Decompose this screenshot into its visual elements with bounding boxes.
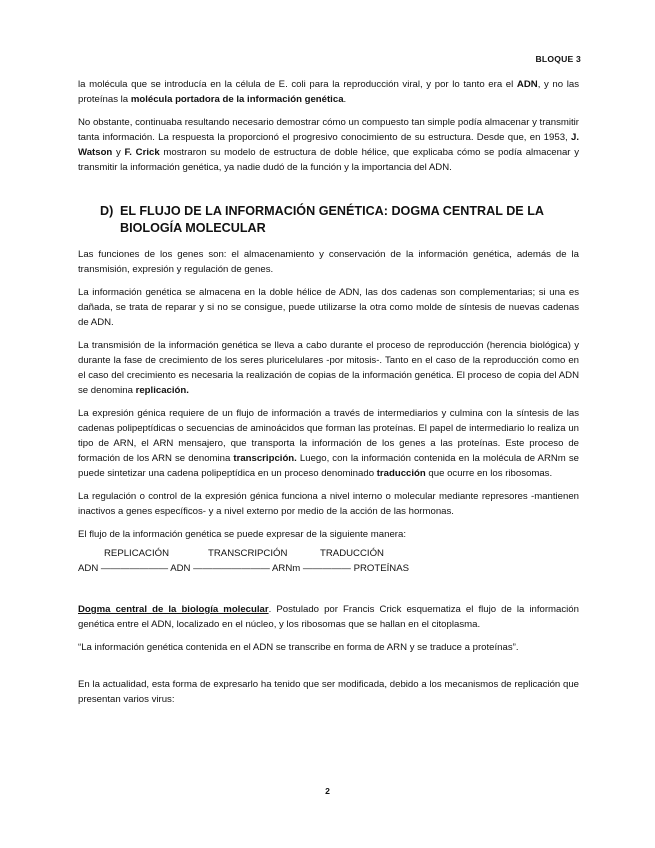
text-run: . Postulado por Francis Crick esquematiza el flujo de la información genética entre el ADN, localizado en el núcleo, y los ribosomas que se hallan en el citoplasma. [78,604,579,630]
section-title-line1: EL FLUJO DE LA INFORMACIÓN GENÉTICA: DOGMA CENTRAL DE LA [120,204,544,218]
text-run: mostraron su modelo de estructura de doble hélice, que explicaba cómo se podía almacenar y transmitir la información genética, ya nadie dudó de la función y la importancia del ADN. [78,147,579,173]
text-run: la molécula que se introducía en la célula de E. coli para la reproducción viral, y por lo tanto era el [78,79,517,90]
bold-term: F. Crick [124,147,160,158]
flow-label-translation: TRADUCCIÓN [320,548,384,559]
flow-labels [78,546,579,561]
paragraph-6 [78,406,579,481]
bold-term: replicación. [135,385,189,396]
page-content [78,77,579,715]
paragraph-5 [78,338,579,398]
bold-term: J. Watson [78,132,579,158]
dogma-title: Dogma central de la biología molecular [78,604,269,615]
text-run: La transmisión de la información genética se lleva a cabo durante el proceso de reproducción (herencia biológica) y durante la fase de crecimiento de los seres pluricelulares -por mitosis-. Tanto en el caso de la reproducción como en el caso del crecimiento es necesaria la realización de copias de la información genética. El proceso de copia del ADN se denomina [78,340,579,396]
block-label: BLOQUE 3 [535,54,581,64]
section-heading [100,203,560,237]
bold-term: ADN [516,79,538,90]
text-run: La expresión génica requiere de un flujo de información a través de intermediarios y culmina con la síntesis de las cadenas polipeptídicas o secuencias de aminoácidos que forman las proteínas. El papel de intermediario lo realiza un tipo de ARN, el ARN mensajero, que transporta la información de los genes a las proteínas. Este proceso de formación de los ARN se denomina [78,408,579,464]
text-run: y [112,147,125,158]
text-run: , y no las proteínas la [78,79,579,105]
flow-label-replication: REPLICACIÓN [104,548,170,559]
text-run: . [343,94,347,105]
page-number: 2 [325,786,330,796]
text-run: que ocurre en los ribosomas. [425,468,553,479]
bold-term: transcripción. [233,453,297,464]
paragraph-7: La regulación o control de la expresión génica funciona a nivel interno o molecular mediante represores -mantienen inactivos a genes específicos- y a nivel externo por medio de la acción de las hormonas. [78,491,579,517]
paragraph-9 [78,602,579,632]
paragraph-1 [78,77,579,107]
paragraph-3: Las funciones de los genes son: el almacenamiento y conservación de la información genética, además de la transmisión, expresión y regulación de genes. [78,249,579,275]
text-run: Luego, con la información contenida en la molécula de ARNm se puede sintetizar una cadena polipeptídica en un proceso denominado [78,453,579,479]
paragraph-8: El flujo de la información genética se puede expresar de la siguiente manera: [78,529,406,540]
bold-term: molécula portadora de la información genética [130,94,344,105]
section-title-line2: BIOLOGÍA MOLECULAR [120,221,266,235]
paragraph-10: “La información genética contenida en el ADN se transcribe en forma de ARN y se traduce a proteínas”. [78,642,519,653]
bold-term: traducción [376,468,426,479]
paragraph-2 [78,115,579,175]
flow-diagram-row: ADN ——————— ADN ———————— ARNm ————— PROTEÍNAS [78,563,410,574]
paragraph-4: La información genética se almacena en la doble hélice de ADN, las dos cadenas son complementarias; si una es dañada, se trata de reparar y si no se consigue, puede utilizarse la otra como molde de síntesis de nuevas cadenas de ADN. [78,287,579,328]
paragraph-11: En la actualidad, esta forma de expresarlo ha tenido que ser modificada, debido a los mecanismos de replicación que presentan varios virus: [78,679,579,705]
text-run: No obstante, continuaba resultando necesario demostrar cómo un compuesto tan simple podía almacenar y transmitir tanta información. La respuesta la proporcionó el progresivo conocimiento de su estructura. Desde que, en 1953, [78,117,579,143]
section-letter: D) [100,204,114,218]
flow-label-transcription: TRANSCRIPCIÓN [208,548,288,559]
